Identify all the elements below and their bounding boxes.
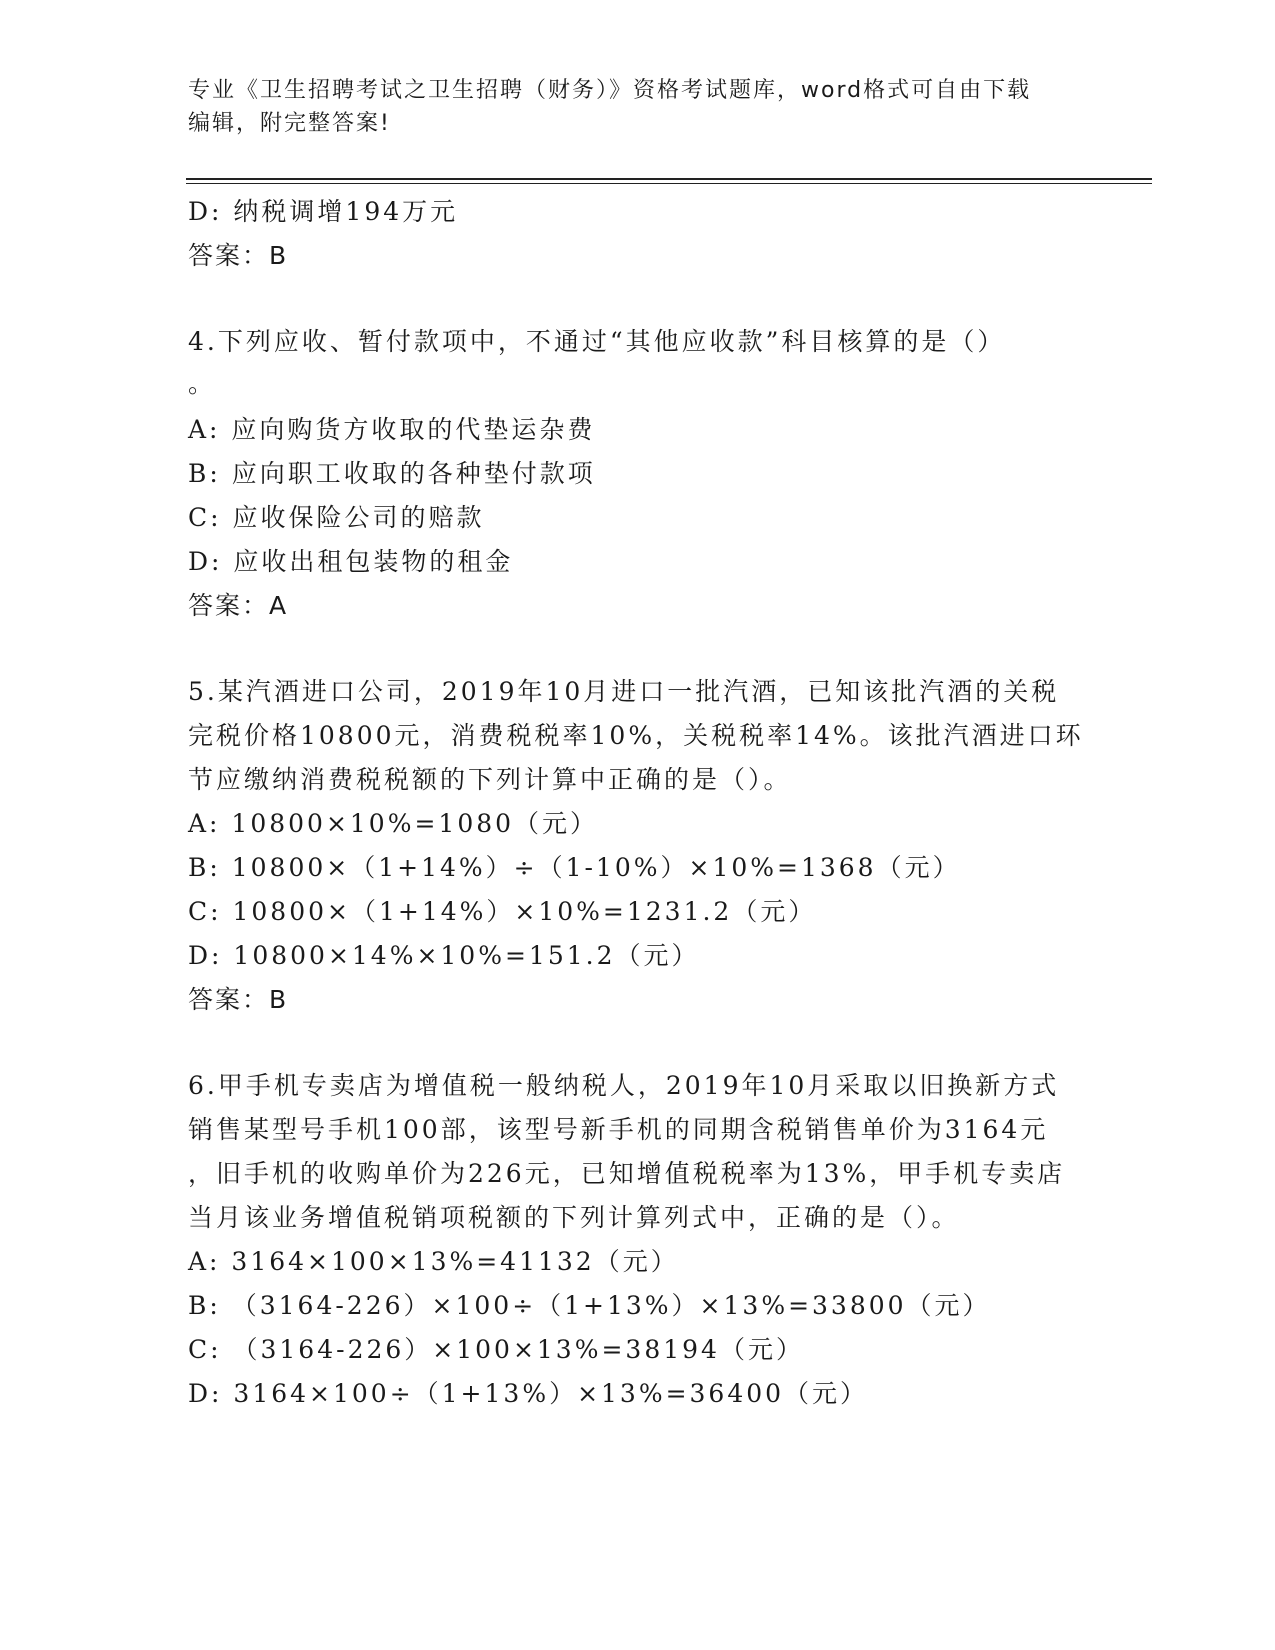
q4-option-c: C: 应收保险公司的赔款	[188, 503, 485, 532]
q4-option-d: D: 应收出租包装物的租金	[188, 547, 514, 576]
q6-stem-line-1: 6.甲手机专卖店为增值税一般纳税人，2019年10月采取以旧换新方式	[188, 1071, 1060, 1100]
q5-option-d: D: 10800×14%×10%=151.2（元）	[188, 941, 700, 970]
header-divider-thin	[186, 183, 1152, 184]
q5-option-c: C: 10800×（1+14%）×10%=1231.2（元）	[188, 897, 817, 926]
q5-stem-line-1: 5.某汽酒进口公司，2019年10月进口一批汽酒，已知该批汽酒的关税	[188, 677, 1060, 706]
q5-stem-line-3: 节应缴纳消费税税额的下列计算中正确的是（）。	[188, 765, 792, 794]
q6-stem-line-3: ，旧手机的收购单价为226元，已知增值税税率为13%，甲手机专卖店	[188, 1159, 1066, 1188]
q6-stem-line-2: 销售某型号手机100部，该型号新手机的同期含税销售单价为3164元	[188, 1115, 1049, 1144]
q4-answer: 答案：A	[188, 591, 289, 620]
document-header	[188, 74, 1088, 140]
q6-option-c: C: （3164-226）×100×13%=38194（元）	[188, 1335, 804, 1364]
q5-option-a: A: 10800×10%=1080（元）	[188, 809, 599, 838]
q5-option-b: B: 10800×（1+14%）÷（1-10%）×10%=1368（元）	[188, 853, 961, 882]
q6-option-d: D: 3164×100÷（1+13%）×13%=36400（元）	[188, 1379, 869, 1408]
header-line-2: 编辑，附完整答案!	[188, 111, 391, 136]
q3-option-d: D: 纳税调增194万元	[188, 197, 459, 226]
header-line-1: 专业《卫生招聘考试之卫生招聘（财务）》资格考试题库，word格式可自由下载	[188, 78, 1032, 103]
q6-option-a: A: 3164×100×13%=41132（元）	[188, 1247, 679, 1276]
q4-option-a: A: 应向购货方收取的代垫运杂费	[188, 415, 596, 444]
q4-stem-line-1: 4.下列应收、暂付款项中，不通过“其他应收款”科目核算的是（）	[188, 327, 1006, 356]
q6-option-b: B: （3164-226）×100÷（1+13%）×13%=33800（元）	[188, 1291, 991, 1320]
q3-answer: 答案：B	[188, 241, 289, 270]
q4-stem-line-2: 。	[188, 369, 217, 398]
q4-option-b: B: 应向职工收取的各种垫付款项	[188, 459, 596, 488]
q5-answer: 答案：B	[188, 985, 289, 1014]
header-divider-thick	[186, 178, 1152, 180]
q6-stem-line-4: 当月该业务增值税销项税额的下列计算列式中，正确的是（）。	[188, 1203, 960, 1232]
q5-stem-line-2: 完税价格10800元，消费税税率10%，关税税率14%。该批汽酒进口环	[188, 721, 1084, 750]
